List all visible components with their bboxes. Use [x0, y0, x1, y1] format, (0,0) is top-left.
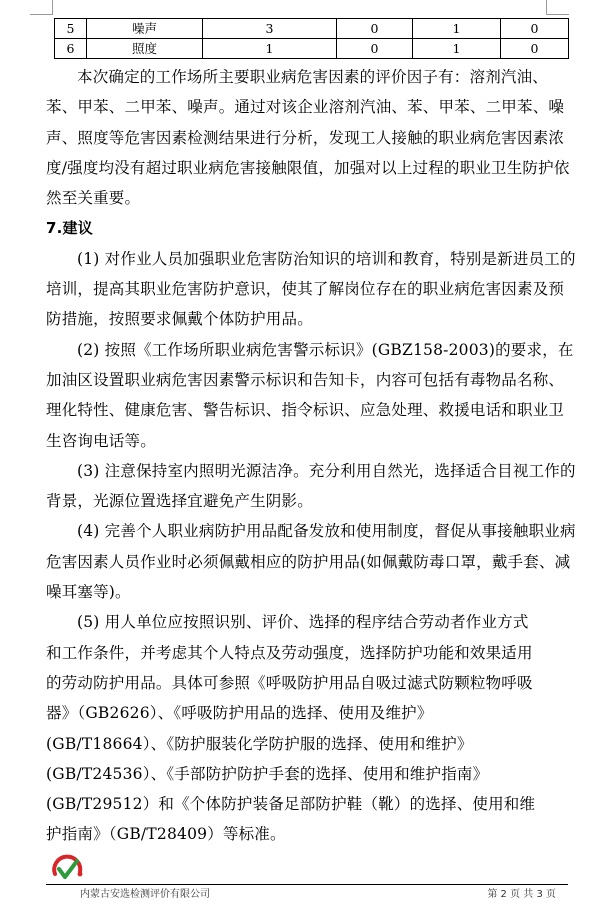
- table-row: [55, 19, 569, 39]
- evaluation-factor-table: [54, 18, 569, 59]
- company-logo-icon: [50, 852, 86, 884]
- table-row: [55, 39, 569, 59]
- recommendation-5-line: 器》（GB2626）、《呼吸防护用品的选择、使用及维护》: [46, 704, 433, 723]
- recommendation-1: (1) 对作业人员加强职业危害防治知识的培训和教育，特别是新进员工的培训，提高其职业危害防护意识，使其了解岗位存在的职业病危害因素及预防措施，按照要求佩戴个体防护用品。: [46, 249, 576, 329]
- recommendation-5-line: (GB/T24536）、《手部防护防护手套的选择、使用和维护指南》: [46, 764, 489, 783]
- table-cell: 1: [413, 39, 501, 59]
- recommendation-5-line: 和工作条件，并考虑其个人特点及劳动强度，选择防护功能和效果适用: [46, 643, 533, 662]
- section-heading: 7.建议: [46, 219, 93, 238]
- recommendation-3: (3) 注意保持室内照明光源洁净。充分利用自然光，选择适合目视工作的背景，光源位置选择宜避免产生阴影。: [46, 461, 576, 511]
- recommendation-5-line: (5) 用人单位应按照识别、评价、选择的程序结合劳动者作业方式: [77, 613, 529, 632]
- table-cell: 照度: [87, 39, 203, 59]
- recommendation-5-line: 护指南》（GB/T28409）等标准。: [46, 825, 286, 844]
- recommendation-4: (4) 完善个人职业病防护用品配备发放和使用制度，督促从事接触职业病危害因素人员作业时必须佩戴相应的防护用品(如佩戴防毒口罩，戴手套、减噪耳塞等)。: [46, 522, 576, 602]
- summary-paragraph: 本次确定的工作场所主要职业病危害因素的评价因子有：溶剂汽油、苯、甲苯、二甲苯、噪声。通过对该企业溶剂汽油、苯、甲苯、二甲苯、噪声、照度等危害因素检测结果进行分析，发现工人接触的职业病危害因素浓度/强度均没有超过职业病危害接触限值，加强对以上过程的职业卫生防护依然至关重要。: [46, 68, 570, 208]
- table-cell: 0: [337, 39, 413, 59]
- body-text: [46, 62, 576, 850]
- recommendation-5-line: 的劳动防护用品。具体可参照《呼吸防护用品自吸过滤式防颗粒物呼吸: [46, 673, 533, 692]
- recommendation-2: (2) 按照《工作场所职业病危害警示标识》(GBZ158-2003)的要求，在加油区设置职业病危害因素警示标识和告知卡，内容可包括有毒物品名称、理化特性、健康危害、警告标识、指令标识、应急处理、救援电话和职业卫生咨询电话等。: [46, 340, 574, 450]
- crop-mark-top-right: [546, 0, 569, 15]
- footer-company-name: 内蒙古安选检测评价有限公司: [80, 889, 210, 900]
- crop-mark-top-left: [30, 0, 53, 15]
- table-cell: 1: [413, 19, 501, 39]
- recommendation-5-line: (GB/T29512）和《个体防护装备足部防护鞋（靴）的选择、使用和维: [46, 795, 536, 814]
- footer-page-number: 第 2 页 共 3 页: [487, 889, 556, 900]
- recommendation-5-line: (GB/T18664）、《防护服装化学防护服的选择、使用和维护》: [46, 734, 473, 753]
- table-cell: 0: [337, 19, 413, 39]
- table-cell: 6: [55, 39, 87, 59]
- table-cell: 0: [501, 39, 569, 59]
- table-cell: 3: [203, 19, 337, 39]
- table-cell: 5: [55, 19, 87, 39]
- table-cell: 噪声: [87, 19, 203, 39]
- table-cell: 0: [501, 19, 569, 39]
- table-cell: 1: [203, 39, 337, 59]
- recommendation-5: [46, 607, 576, 849]
